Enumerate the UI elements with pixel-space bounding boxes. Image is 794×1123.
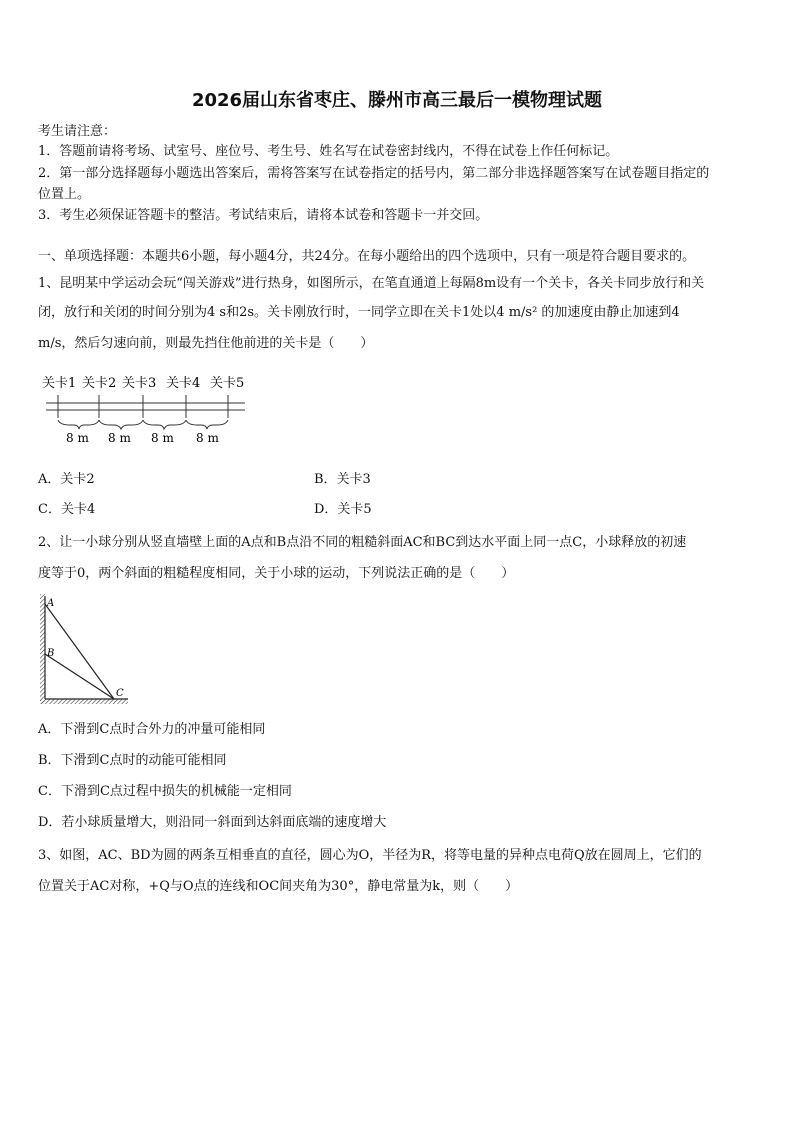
gate-label: 关卡4 (166, 376, 201, 391)
point-label: B (47, 648, 55, 659)
distance-label: 8 m (108, 431, 131, 445)
question-text: 1、昆明某中学运动会玩“闯关游戏”进行热身，如图所示，在笔直通道上每隔8m设有一个关卡，各关卡同步放行和关 (38, 276, 705, 291)
incline-figure (38, 592, 130, 708)
point-label: A (47, 598, 55, 609)
option-a: A．下滑到C点时合外力的冲量可能相同 (38, 722, 266, 737)
option-b: B．关卡3 (314, 472, 371, 487)
gate-figure (40, 372, 255, 450)
question-text: 度等于0，两个斜面的粗糙程度相同，关于小球的运动，下列说法正确的是（ ） (38, 566, 515, 581)
option-a: A．关卡2 (38, 472, 95, 487)
distance-label: 8 m (196, 431, 219, 445)
gate-label: 关卡3 (122, 376, 157, 391)
notice-heading: 考生请注意： (38, 124, 117, 139)
question-text: m/s，然后匀速向前，则最先挡住他前进的关卡是（ ） (38, 336, 374, 351)
option-c: C．下滑到C点过程中损失的机械能一定相同 (38, 784, 292, 799)
question-text: 3、如图，AC、BD为圆的两条互相垂直的直径，圆心为O，半径为R，将等电量的异种点电荷Q放在圆周上，它们的 (38, 848, 702, 863)
section-heading: 一、单项选择题：本题共6小题，每小题4分，共24分。在每小题给出的四个选项中，只有一项是符合题目要求的。 (38, 249, 696, 264)
gate-label: 关卡5 (210, 376, 245, 391)
question-text: 位置关于AC对称，+Q与O点的连线和OC间夹角为30°，静电常量为k，则（ ） (38, 879, 519, 894)
point-label: C (116, 688, 124, 699)
distance-brace (186, 420, 228, 429)
option-d: D．若小球质量增大，则沿同一斜面到达斜面底端的速度增大 (38, 815, 387, 830)
distance-label: 8 m (66, 431, 89, 445)
distance-brace (99, 420, 143, 429)
notice-item: 位置上。 (38, 187, 91, 202)
question-text: 2、让一小球分别从竖直墙壁上面的A点和B点沿不同的粗糙斜面AC和BC到达水平面上同一点C，小球释放的初速 (38, 535, 687, 550)
distance-brace (58, 420, 99, 429)
notice-item: 2．第一部分选择题每小题选出答案后，需将答案写在试卷指定的括号内，第二部分非选择题答案写在试卷题目指定的 (38, 166, 710, 181)
notice-item: 1．答题前请将考场、试室号、座位号、考生号、姓名写在试卷密封线内，不得在试卷上作任何标记。 (38, 144, 619, 159)
option-d: D．关卡5 (314, 502, 372, 517)
gate-label: 关卡1 (42, 376, 77, 391)
wall (40, 594, 45, 704)
page-title: 2026届山东省枣庄、滕州市高三最后一模物理试题 (191, 90, 603, 111)
distance-label: 8 m (151, 431, 174, 445)
notice-item: 3．考生必须保证答题卡的整洁。考试结束后，请将本试卷和答题卡一并交回。 (38, 208, 489, 223)
option-b: B．下滑到C点时的动能可能相同 (38, 753, 227, 768)
incline-bc (45, 654, 114, 699)
distance-brace (143, 420, 186, 429)
question-text: 闭，放行和关闭的时间分别为4 s和2s。关卡刚放行时，一同学立即在关卡1处以4 m/s² 的加速度由静止加速到4 (38, 305, 680, 320)
option-c: C．关卡4 (38, 502, 96, 517)
ground (40, 699, 128, 704)
gate-label: 关卡2 (82, 376, 117, 391)
incline-ac (45, 604, 114, 699)
